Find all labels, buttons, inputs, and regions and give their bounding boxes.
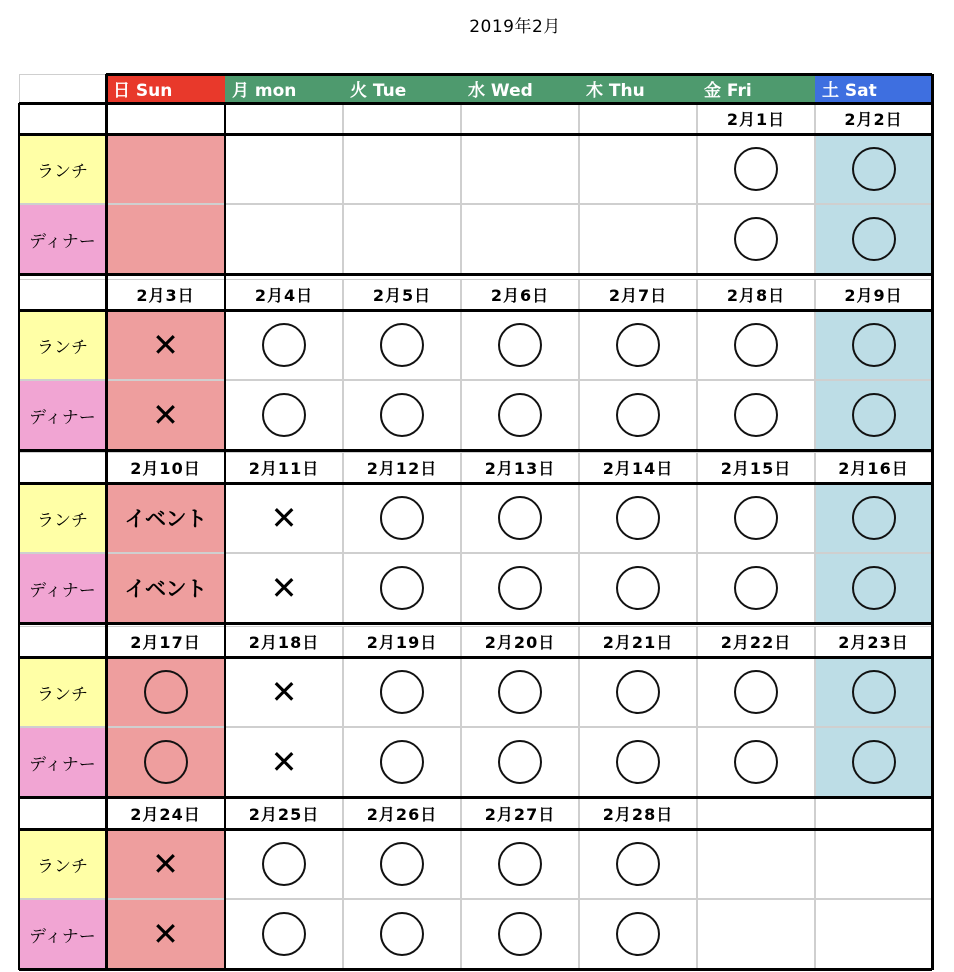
available-circle-icon [616,912,660,956]
unavailable-cross-icon: ✕ [270,673,298,711]
date-cell [697,798,815,829]
available-circle-icon [498,393,542,437]
dinner-cell [461,899,579,969]
date-cell: 2月21日 [579,626,697,657]
weekday-header: 土 Sat [815,74,932,103]
lunch-cell [815,483,932,553]
available-circle-icon [852,496,896,540]
dinner-cell [225,204,343,274]
dinner-cell [225,727,343,797]
grid-line [19,273,932,276]
available-circle-icon [852,217,896,261]
lunch-cell [225,483,343,553]
unavailable-cross-icon: ✕ [152,396,179,434]
available-circle-icon [734,740,778,784]
lunch-label: ランチ [19,310,106,380]
lunch-cell [697,134,815,204]
available-circle-icon [262,393,306,437]
available-circle-icon [734,496,778,540]
available-circle-icon [616,323,660,367]
grid-line [19,482,932,485]
dinner-cell [461,727,579,797]
lunch-cell [579,657,697,727]
grid-line [931,74,934,970]
lunch-cell [106,310,225,380]
dinner-cell [106,204,225,274]
grid-line [19,449,932,452]
available-circle-icon [852,566,896,610]
grid-line [224,103,226,970]
date-cell: 2月6日 [461,279,579,310]
dinner-cell [225,380,343,450]
dinner-cell [225,553,343,623]
date-cell: 2月28日 [579,798,697,829]
date-cell: 2月25日 [225,798,343,829]
date-cell: 2月12日 [343,452,461,483]
available-circle-icon [734,217,778,261]
date-cell: 2月19日 [343,626,461,657]
dinner-cell [343,380,461,450]
lunch-label: ランチ [19,657,106,727]
date-cell: 2月5日 [343,279,461,310]
available-circle-icon [498,740,542,784]
available-circle-icon [262,912,306,956]
date-cell: 2月18日 [225,626,343,657]
dinner-label: ディナー [19,553,106,623]
lunch-cell [343,483,461,553]
grid-line [19,828,932,831]
lunch-cell [579,310,697,380]
calendar-title: 2019年2月 [469,17,561,37]
dinner-cell [579,380,697,450]
lunch-cell [106,657,225,727]
date-cell: 2月26日 [343,798,461,829]
date-cell [106,103,225,134]
available-circle-icon [616,566,660,610]
dinner-cell [106,727,225,797]
available-circle-icon [380,496,424,540]
dinner-cell [106,899,225,969]
available-circle-icon [498,670,542,714]
weekday-header: 火 Tue [343,74,461,103]
dinner-cell [697,204,815,274]
lunch-cell [697,310,815,380]
dinner-cell [579,727,697,797]
dinner-cell [579,204,697,274]
lunch-cell [461,657,579,727]
grid-line [19,309,932,312]
date-cell: 2月2日 [815,103,932,134]
available-circle-icon [734,147,778,191]
available-circle-icon [852,740,896,784]
dinner-cell [697,553,815,623]
available-circle-icon [498,842,542,886]
lunch-cell [579,483,697,553]
available-circle-icon [380,393,424,437]
dinner-label: ディナー [19,899,106,969]
available-circle-icon [380,670,424,714]
lunch-cell [579,134,697,204]
dinner-cell [579,899,697,969]
lunch-label: ランチ [19,483,106,553]
date-cell [461,103,579,134]
date-cell [579,103,697,134]
weekday-header: 水 Wed [461,74,579,103]
lunch-cell [579,829,697,899]
lunch-label: ランチ [19,829,106,899]
lunch-cell [815,657,932,727]
dinner-cell: イベント [106,553,225,623]
unavailable-cross-icon: ✕ [152,915,179,953]
date-row-label-blank [19,279,106,310]
available-circle-icon [734,323,778,367]
date-cell: 2月16日 [815,452,932,483]
available-circle-icon [616,740,660,784]
dinner-cell [225,899,343,969]
available-circle-icon [498,323,542,367]
header-corner [19,74,106,103]
available-circle-icon [262,323,306,367]
lunch-cell [461,483,579,553]
date-cell: 2月13日 [461,452,579,483]
available-circle-icon [498,566,542,610]
lunch-cell [106,829,225,899]
lunch-cell [106,134,225,204]
dinner-cell [697,727,815,797]
available-circle-icon [144,740,188,784]
dinner-cell [106,380,225,450]
lunch-cell [697,829,815,899]
dinner-cell [343,899,461,969]
available-circle-icon [498,496,542,540]
date-cell: 2月20日 [461,626,579,657]
lunch-cell [815,829,932,899]
date-cell: 2月1日 [697,103,815,134]
date-row-label-blank [19,798,106,829]
lunch-cell [697,483,815,553]
available-circle-icon [852,147,896,191]
date-cell: 2月22日 [697,626,815,657]
lunch-cell: イベント [106,483,225,553]
date-cell: 2月9日 [815,279,932,310]
unavailable-cross-icon: ✕ [270,499,298,537]
dinner-cell [815,204,932,274]
date-cell [343,103,461,134]
lunch-cell [697,657,815,727]
grid-line [106,73,932,76]
dinner-label: ディナー [19,727,106,797]
dinner-label: ディナー [19,204,106,274]
dinner-cell [579,553,697,623]
available-circle-icon [380,912,424,956]
dinner-cell [697,380,815,450]
lunch-cell [461,134,579,204]
available-circle-icon [616,496,660,540]
weekday-header: 金 Fri [697,74,815,103]
lunch-cell [225,829,343,899]
available-circle-icon [144,670,188,714]
available-circle-icon [380,566,424,610]
date-cell: 2月11日 [225,452,343,483]
date-row-label-blank [19,103,106,134]
dinner-label: ディナー [19,380,106,450]
lunch-cell [461,310,579,380]
date-cell: 2月4日 [225,279,343,310]
lunch-cell [343,829,461,899]
date-cell: 2月14日 [579,452,697,483]
available-circle-icon [380,323,424,367]
available-circle-icon [734,566,778,610]
dinner-cell [343,727,461,797]
dinner-cell [343,553,461,623]
lunch-label: ランチ [19,134,106,204]
date-cell: 2月27日 [461,798,579,829]
date-cell: 2月17日 [106,626,225,657]
date-row-label-blank [19,452,106,483]
lunch-cell [343,657,461,727]
dinner-cell [461,380,579,450]
dinner-cell [815,380,932,450]
lunch-cell [225,134,343,204]
date-cell [815,798,932,829]
dinner-cell [815,553,932,623]
grid-line [19,796,932,799]
unavailable-cross-icon: ✕ [270,743,298,781]
lunch-cell [343,310,461,380]
available-circle-icon [380,740,424,784]
date-cell: 2月3日 [106,279,225,310]
dinner-cell [343,204,461,274]
available-circle-icon [616,670,660,714]
weekday-header: 日 Sun [106,74,225,103]
available-circle-icon [734,393,778,437]
unavailable-cross-icon: ✕ [152,845,179,883]
weekday-header: 木 Thu [579,74,697,103]
available-circle-icon [262,842,306,886]
date-cell: 2月7日 [579,279,697,310]
dinner-cell [815,899,932,969]
date-cell: 2月10日 [106,452,225,483]
available-circle-icon [852,393,896,437]
available-circle-icon [616,842,660,886]
available-circle-icon [498,912,542,956]
date-cell: 2月15日 [697,452,815,483]
available-circle-icon [852,670,896,714]
available-circle-icon [380,842,424,886]
grid-line [19,622,932,625]
grid-line [105,74,108,970]
lunch-cell [815,134,932,204]
lunch-cell [225,657,343,727]
dinner-cell [815,727,932,797]
available-circle-icon [852,323,896,367]
grid-line [19,102,932,105]
date-cell [225,103,343,134]
grid-line [18,103,20,970]
date-cell: 2月8日 [697,279,815,310]
grid-line [19,656,932,659]
unavailable-cross-icon: ✕ [152,326,179,364]
date-cell: 2月23日 [815,626,932,657]
date-row-label-blank [19,626,106,657]
dinner-cell [461,553,579,623]
grid-line [19,133,932,136]
dinner-cell [697,899,815,969]
date-cell: 2月24日 [106,798,225,829]
weekday-header: 月 mon [225,74,343,103]
grid-line [19,968,932,971]
available-circle-icon [616,393,660,437]
available-circle-icon [734,670,778,714]
lunch-cell [343,134,461,204]
lunch-cell [815,310,932,380]
lunch-cell [225,310,343,380]
lunch-cell [461,829,579,899]
unavailable-cross-icon: ✕ [270,569,298,607]
dinner-cell [461,204,579,274]
